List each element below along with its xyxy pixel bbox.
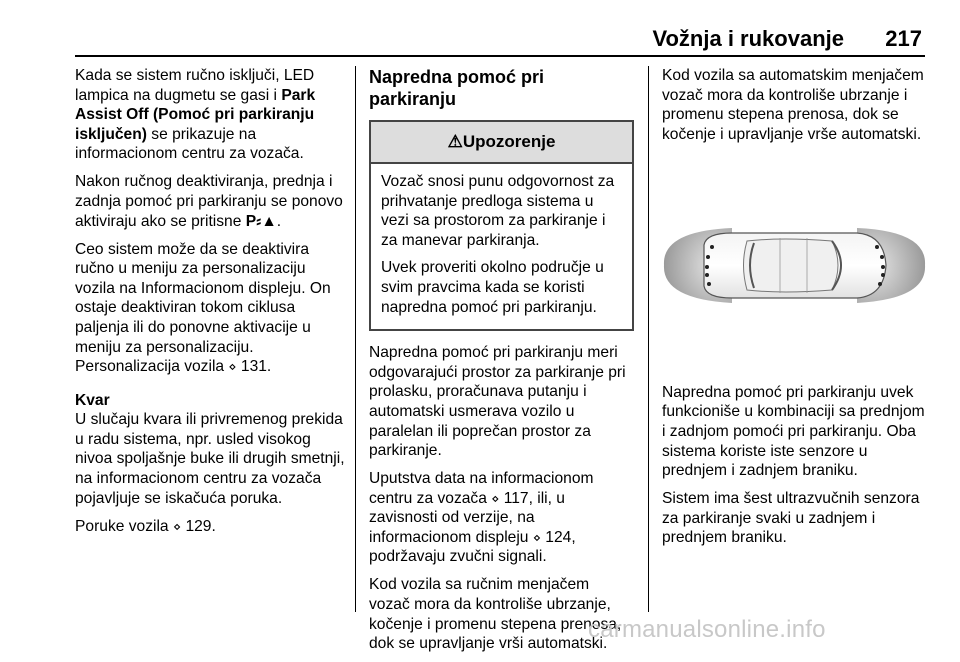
paragraph: Kod vozila sa ručnim menjačem vozač mora da kontroliše ubrzanje, kočenje i promenu stepena prenosa, dok se upravljanje vrši automatski. — [369, 576, 622, 653]
paragraph: Poruke vozila ⋄ 129. — [75, 517, 216, 535]
park-assist-button-icon: P⸗▲ — [245, 212, 277, 230]
page-number: 217 — [885, 26, 922, 51]
warning-title: ⚠Upozorenje — [371, 122, 632, 164]
paragraph: Kada se sistem ručno isključi, LED lampica na dugmetu se gasi i Park Assist Off (Pomoć pri parkiranju isključen) se prikazuje na informacionom centru za vozača. — [75, 67, 316, 163]
paragraph: Kod vozila sa automatskim menjačem vozač mora da kontroliše ubrzanje i promenu stepena prenosa, dok se kočenje i upravljanje vrše automatski. — [662, 67, 924, 143]
parking-sensor-illustration — [662, 153, 927, 373]
warning-paragraph: Uvek proveriti okolno područje u svim pravcima kada se koristi napredna pomoć pri parkiranju. — [381, 259, 604, 316]
column-3 — [662, 66, 927, 556]
paragraph: Uputstva data na informacionom centru za vozača ⋄ 117, ili, u zavisnosti od verzije, na informacionom displeju ⋄ 124, podržavaju zvučni signali. — [369, 470, 594, 566]
paragraph: Ceo sistem može da se deaktivira ručno u meniju za personalizaciju vozila na Informacionom displeju. On ostaje deaktiviran tokom ciklusa paljenja ili do ponovne aktivacije u meniju za personalizaciju. Personalizacija vozila ⋄ 131. — [75, 240, 331, 376]
car-top-view — [704, 233, 886, 298]
cross-reference-link[interactable]: 131. — [240, 358, 272, 376]
cross-reference-icon: ⋄ — [172, 518, 182, 534]
page-header — [0, 26, 922, 54]
column-2 — [369, 66, 634, 662]
paragraph: Nakon ručnog deaktiviranja, prednja i zadnja pomoć pri parkiranju se ponovo aktiviraju ako se pritisne P⸗▲. — [75, 173, 343, 230]
paragraph: Napredna pomoć pri parkiranju uvek funkcioniše u kombinaciji sa prednjom i zadnjom pomoći pri parkiranju. Oba sistema koriste iste senzore u prednjem i zadnjem braniku. — [662, 383, 925, 480]
column-divider — [648, 66, 649, 612]
cross-reference-link[interactable]: 124 — [545, 528, 572, 546]
column-divider — [355, 66, 356, 612]
warning-body — [371, 164, 632, 329]
column-1 — [75, 66, 345, 545]
section-heading: Napredna pomoć pri parkiranju — [369, 67, 545, 109]
status-message: Park Assist Off (Pomoć pri parkiranju isključen) — [75, 86, 316, 143]
paragraph: Sistem ima šest ultrazvučnih senzora za parkiranje svaki u zadnjem i prednjem braniku. — [662, 490, 920, 547]
chapter-title: Vožnja i rukovanje — [652, 26, 844, 51]
cross-reference-link[interactable]: 129. — [185, 517, 216, 535]
watermark: carmanualsonline.info — [588, 616, 826, 643]
cross-reference-icon: ⋄ — [228, 359, 237, 375]
warning-paragraph: Vozač snosi punu odgovornost za prihvatanje predloga sistema u vezi sa prostorom za parkiranje i za manevar parkiranja. — [381, 173, 615, 249]
warning-box — [369, 120, 634, 331]
paragraph: Napredna pomoć pri parkiranju meri odgovarajući prostor za parkiranje pri prolasku, proračunava putanju i automatski usmerava vozilo u paralelan ili poprečan prostor za parkiranje. — [369, 344, 626, 460]
header-divider — [75, 55, 925, 57]
cross-reference-icon: ⋄ — [532, 529, 541, 545]
car-sensor-diagram — [662, 153, 927, 373]
cross-reference-link[interactable]: 117 — [503, 489, 529, 507]
paragraph: U slučaju kvara ili privremenog prekida u radu sistema, npr. usled visokog nivoa spoljašnje buke ili drugih smetnji, na informacionom centru za vozača pojavljuje se iskačuća poruka. — [75, 411, 345, 507]
cross-reference-icon: ⋄ — [491, 490, 500, 506]
section-heading: Kvar — [75, 391, 110, 409]
